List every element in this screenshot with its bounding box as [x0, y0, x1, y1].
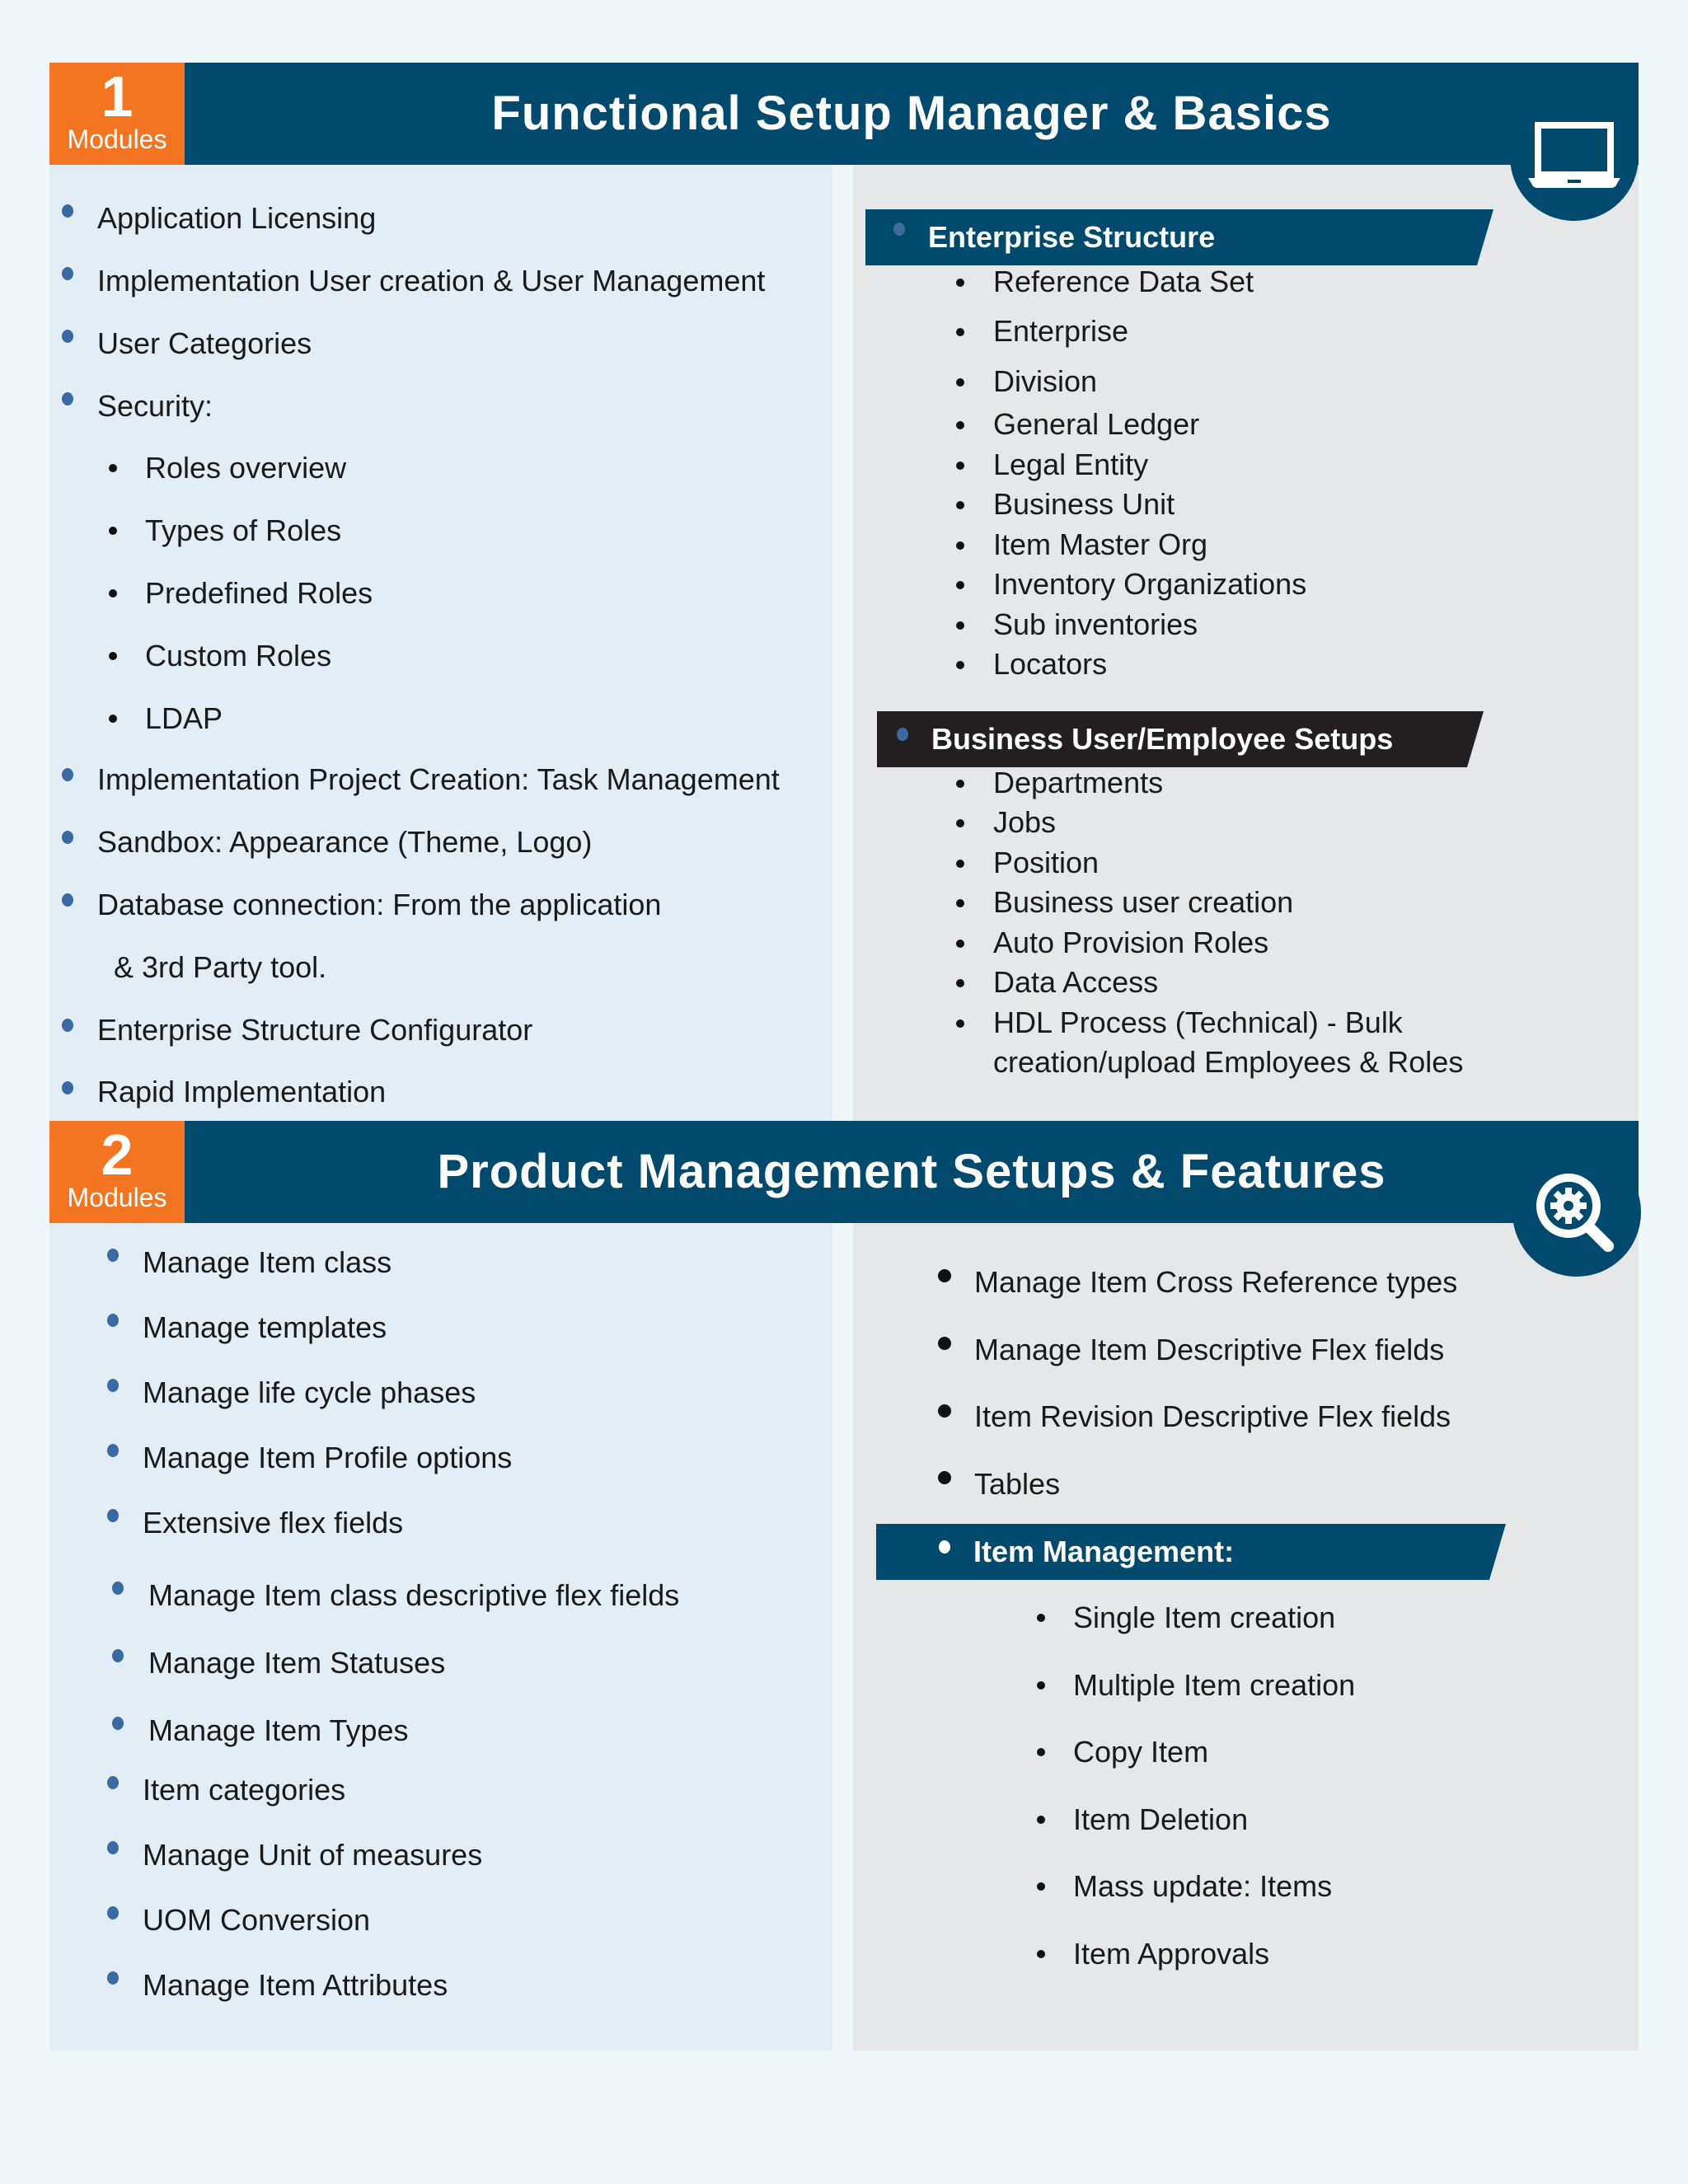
- sub-bullet-icon: [956, 621, 964, 630]
- section1-right-panel: [853, 165, 1639, 1121]
- list-item: Manage Item Descriptive Flex fields: [974, 1333, 1445, 1366]
- sub-bullet-icon: [956, 860, 964, 868]
- list-item: Mass update: Items: [1073, 1869, 1333, 1903]
- section1-number-badge: [49, 63, 185, 165]
- list-item: Multiple Item creation: [1073, 1668, 1356, 1702]
- section2-title: Product Management Setups & Features: [437, 1145, 1386, 1198]
- section1-number: 1: [101, 64, 134, 129]
- bullet-icon: [62, 768, 73, 781]
- list-item: Data Access: [993, 965, 1159, 999]
- list-item: Auto Provision Roles: [993, 926, 1269, 959]
- bullet-icon: [62, 1081, 73, 1094]
- list-item: Implementation User creation & User Management: [97, 264, 766, 298]
- list-item: Reference Data Set: [993, 265, 1254, 298]
- list-item: General Ledger: [993, 407, 1200, 441]
- bullet-icon: [62, 392, 73, 405]
- sub-bullet-icon: [1037, 1882, 1045, 1891]
- bullet-icon: [938, 1471, 951, 1484]
- sub-list-item: Custom Roles: [145, 639, 332, 673]
- bullet-icon: [938, 1337, 951, 1350]
- list-item: Tables: [974, 1467, 1061, 1501]
- sub-bullet-icon: [956, 661, 964, 669]
- bullet-icon: [938, 1269, 951, 1282]
- list-item: Manage Unit of measures: [143, 1838, 483, 1872]
- sub-bullet-icon: [109, 589, 117, 598]
- sub-bullet-icon: [1037, 1681, 1045, 1690]
- sub-list-item: LDAP: [145, 701, 223, 735]
- search-gear-icon: [1512, 1148, 1641, 1277]
- list-item: Item Revision Descriptive Flex fields: [974, 1399, 1451, 1433]
- list-item: Single Item creation: [1073, 1601, 1336, 1634]
- sub-bullet-icon: [956, 462, 964, 470]
- section2-header: [49, 1121, 1639, 1223]
- sub-list-item: Roles overview: [145, 451, 347, 485]
- bullet-icon: [107, 1444, 119, 1457]
- item-management-heading: Item Management:: [973, 1535, 1235, 1568]
- list-item: Database connection: From the application: [97, 888, 662, 921]
- sub-bullet-icon: [1037, 1614, 1045, 1622]
- list-item: Item categories: [143, 1773, 346, 1807]
- list-item: Item Deletion: [1073, 1802, 1249, 1836]
- sub-bullet-icon: [956, 328, 964, 336]
- sub-bullet-icon: [1037, 1748, 1045, 1756]
- sub-bullet-icon: [956, 501, 964, 509]
- bullet-icon: [112, 1649, 124, 1662]
- sub-bullet-icon: [956, 1019, 964, 1028]
- item-management-banner: [876, 1524, 1506, 1580]
- list-item: Extensive flex fields: [143, 1506, 404, 1540]
- sub-bullet-icon: [956, 819, 964, 827]
- sub-bullet-icon: [956, 421, 964, 429]
- bullet-icon: [62, 204, 73, 218]
- list-item: Manage Item class descriptive flex fields: [148, 1578, 680, 1612]
- section1-header: [49, 63, 1639, 165]
- list-item: Item Approvals: [1073, 1937, 1270, 1971]
- banner-bullet-icon: [897, 728, 908, 741]
- list-item: Copy Item: [1073, 1735, 1209, 1769]
- bullet-icon: [107, 1776, 119, 1789]
- list-item: Manage Item Cross Reference types: [974, 1265, 1458, 1299]
- business-user-heading: Business User/Employee Setups: [931, 722, 1394, 756]
- section2-icon-circle: [1512, 1148, 1641, 1277]
- list-item: Manage Item Profile options: [143, 1441, 513, 1474]
- list-item: User Categories: [97, 326, 312, 360]
- bullet-icon: [62, 893, 73, 907]
- sub-bullet-icon: [1037, 1816, 1045, 1824]
- laptop-icon: [1510, 92, 1639, 221]
- bullet-icon: [107, 1906, 119, 1919]
- list-item-continuation: creation/upload Employees & Roles: [993, 1045, 1464, 1079]
- sub-list-item: Types of Roles: [145, 513, 342, 547]
- list-item: Business Unit: [993, 487, 1175, 521]
- list-item: Enterprise Structure Configurator: [97, 1013, 533, 1047]
- section2-number-label: Modules: [67, 1183, 167, 1212]
- list-item: Sub inventories: [993, 607, 1198, 641]
- list-item: Rapid Implementation: [97, 1075, 387, 1108]
- sub-bullet-icon: [1037, 1950, 1045, 1958]
- bullet-icon: [107, 1841, 119, 1854]
- section1-title: Functional Setup Manager & Basics: [491, 87, 1332, 140]
- bullet-icon: [107, 1314, 119, 1327]
- sub-bullet-icon: [109, 652, 117, 660]
- list-item: Manage Item Attributes: [143, 1968, 448, 2002]
- section1-number-label: Modules: [67, 124, 167, 154]
- list-item: Manage templates: [143, 1310, 387, 1344]
- list-item: Division: [993, 364, 1098, 398]
- bullet-icon: [62, 1019, 73, 1032]
- sub-bullet-icon: [956, 899, 964, 907]
- bullet-icon: [938, 1404, 951, 1418]
- sub-bullet-icon: [956, 279, 964, 287]
- list-item: Manage life cycle phases: [143, 1376, 476, 1409]
- sub-bullet-icon: [109, 464, 117, 472]
- bullet-icon: [112, 1582, 124, 1595]
- list-item: Inventory Organizations: [993, 567, 1307, 601]
- list-item: Jobs: [993, 805, 1057, 839]
- list-item: Application Licensing: [97, 201, 377, 235]
- list-item: Business user creation: [993, 885, 1294, 919]
- sub-bullet-icon: [956, 979, 964, 987]
- list-item: Locators: [993, 647, 1108, 681]
- enterprise-structure-heading: Enterprise Structure: [928, 220, 1216, 254]
- sub-bullet-icon: [109, 715, 117, 723]
- enterprise-structure-banner: [865, 209, 1493, 265]
- bullet-icon: [62, 831, 73, 844]
- bullet-icon: [107, 1509, 119, 1522]
- list-item: Item Master Org: [993, 527, 1208, 561]
- section2-number-badge: [49, 1121, 185, 1223]
- sub-bullet-icon: [956, 541, 964, 550]
- list-item: Departments: [993, 766, 1164, 799]
- bullet-icon: [62, 330, 73, 343]
- bullet-icon: [112, 1717, 124, 1730]
- list-item: Enterprise: [993, 314, 1129, 348]
- sub-bullet-icon: [956, 581, 964, 589]
- sub-list-item: Predefined Roles: [145, 576, 373, 610]
- sub-bullet-icon: [956, 378, 964, 387]
- list-item: Implementation Project Creation: Task Management: [97, 762, 780, 796]
- list-item: Manage Item class: [143, 1245, 392, 1279]
- list-item: HDL Process (Technical) - Bulk: [993, 1005, 1403, 1039]
- bullet-icon: [62, 267, 73, 280]
- list-item: Manage Item Types: [148, 1713, 409, 1747]
- banner-bullet-icon: [893, 223, 905, 236]
- sub-bullet-icon: [956, 780, 964, 788]
- list-item: Sandbox: Appearance (Theme, Logo): [97, 825, 593, 859]
- business-user-banner: [877, 711, 1484, 767]
- bullet-icon: [107, 1379, 119, 1392]
- section1-icon-circle: [1510, 92, 1639, 221]
- section2-number: 2: [101, 1122, 134, 1187]
- list-item: Manage Item Statuses: [148, 1646, 446, 1680]
- list-item: Position: [993, 846, 1100, 879]
- list-item: Legal Entity: [993, 448, 1149, 481]
- list-item-continuation: & 3rd Party tool.: [114, 950, 327, 984]
- sub-bullet-icon: [956, 940, 964, 948]
- list-item: Security:: [97, 389, 213, 423]
- list-item: UOM Conversion: [143, 1903, 371, 1937]
- banner-bullet-icon: [939, 1540, 950, 1554]
- bullet-icon: [107, 1249, 119, 1262]
- bullet-icon: [107, 1971, 119, 1985]
- sub-bullet-icon: [109, 527, 117, 535]
